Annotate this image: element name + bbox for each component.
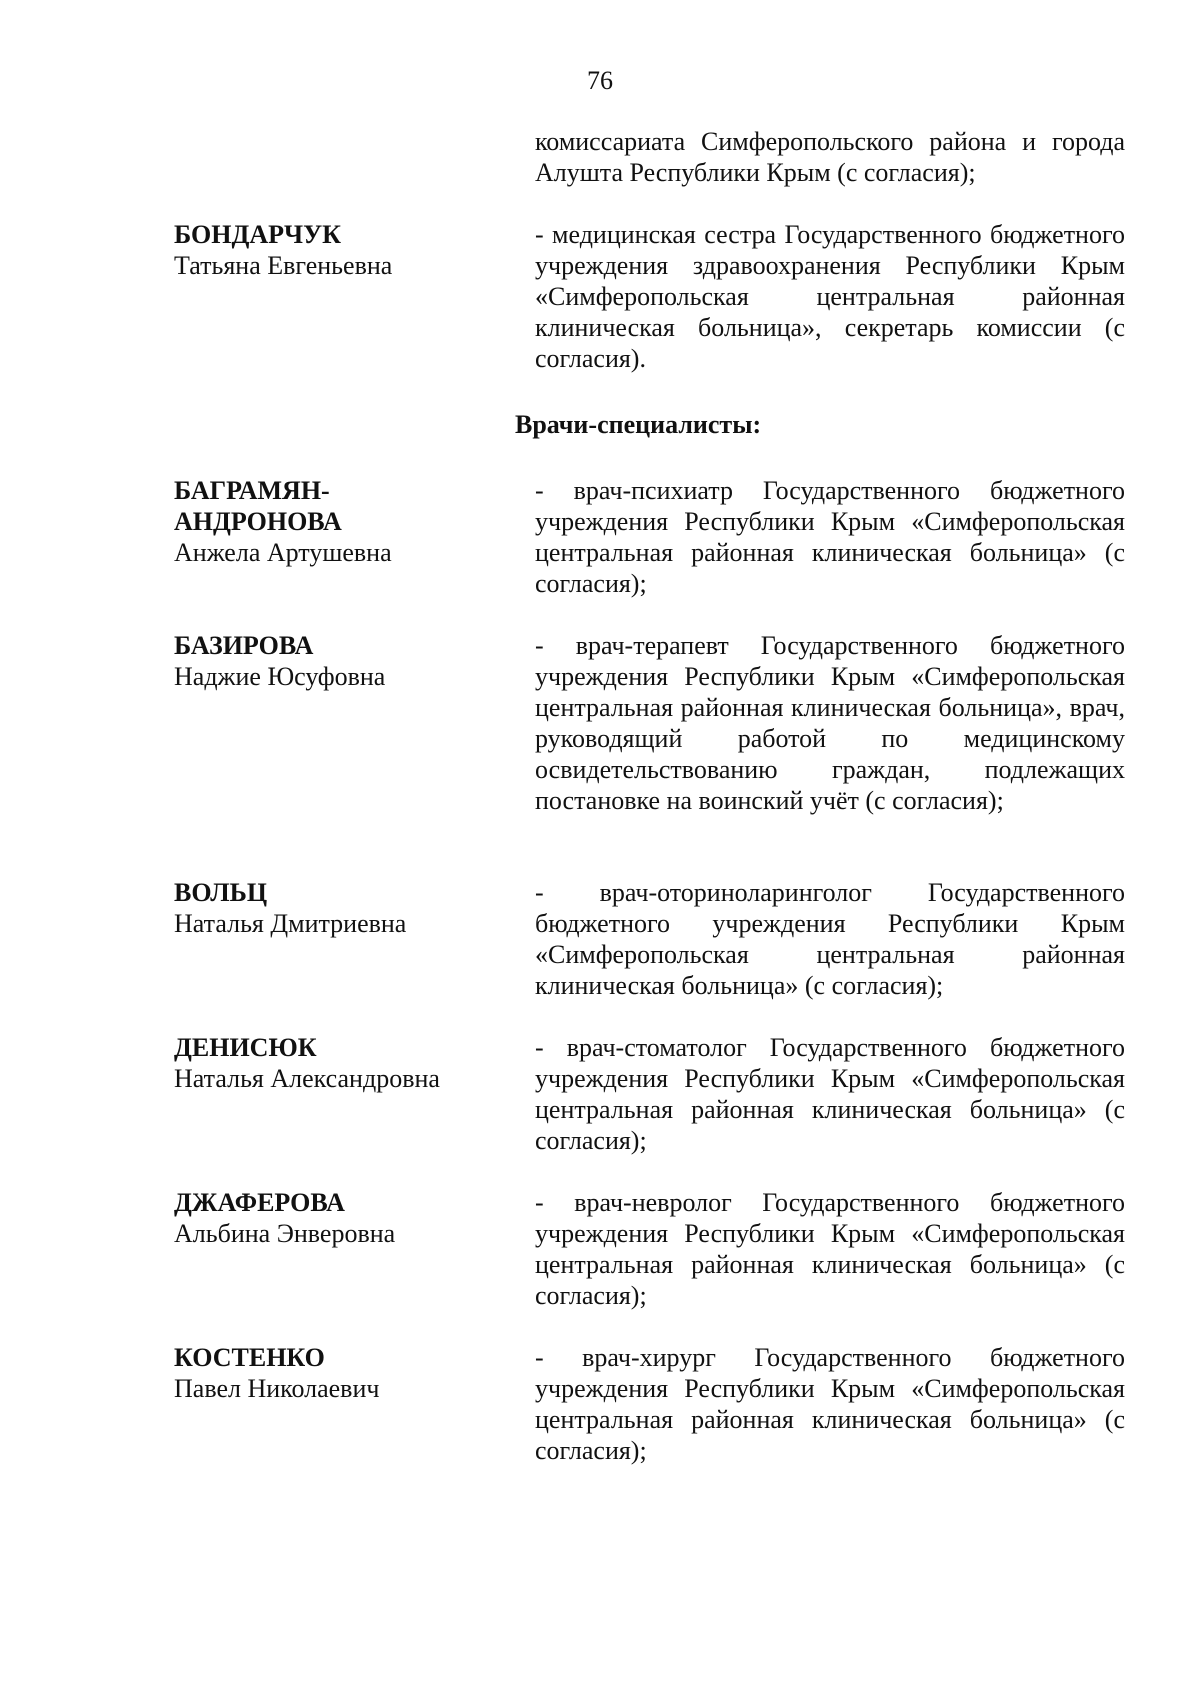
member-description: - врач-невролог Государственного бюджетного учреждения Республики Крым «Симферопольская центральная районная клиническая больница» (с согласия); bbox=[535, 1188, 1125, 1310]
member-given-name: Анжела Артушевна bbox=[174, 538, 392, 567]
member-given-name: Павел Николаевич bbox=[174, 1374, 380, 1403]
member-surname: БАЗИРОВА bbox=[174, 631, 314, 660]
intro-paragraph: комиссариата Симферопольского района и города Алушта Республики Крым (с согласия); bbox=[535, 127, 1125, 187]
member-name bbox=[174, 877, 504, 939]
member-name bbox=[174, 1342, 504, 1404]
member-description: - врач-хирург Государственного бюджетного учреждения Республики Крым «Симферопольская центральная районная клиническая больница» (с согласия); bbox=[535, 1343, 1125, 1465]
member-given-name: Наджие Юсуфовна bbox=[174, 662, 386, 691]
member-description: - врач-стоматолог Государственного бюджетного учреждения Республики Крым «Симферопольская центральная районная клиническая больница» (с согласия); bbox=[535, 1033, 1125, 1155]
page-number: 76 bbox=[587, 66, 613, 95]
section-heading: Врачи-специалисты: bbox=[515, 410, 762, 439]
member-given-name: Наталья Дмитриевна bbox=[174, 909, 407, 938]
member-surname: ДЕНИСЮК bbox=[174, 1033, 317, 1062]
member-given-name: Альбина Энверовна bbox=[174, 1219, 396, 1248]
member-name bbox=[174, 475, 504, 568]
member-surname: ВОЛЬЦ bbox=[174, 878, 268, 907]
member-description: - врач-психиатр Государственного бюджетного учреждения Республики Крым «Симферопольская центральная районная клиническая больница» (с согласия); bbox=[535, 476, 1125, 598]
member-description: - врач-терапевт Государственного бюджетного учреждения Республики Крым «Симферопольская центральная районная клиническая больница», врач, руководящий работой по медицинскому освидетельствованию граждан, подлежащих постановке на воинский учёт (с согласия); bbox=[535, 631, 1125, 815]
member-surname: КОСТЕНКО bbox=[174, 1343, 325, 1372]
member-surname: БАГРАМЯН- АНДРОНОВА bbox=[174, 476, 342, 536]
member-name bbox=[174, 630, 504, 692]
member-description: - врач-оториноларинголог Государственного бюджетного учреждения Республики Крым «Симферопольская центральная районная клиническая больница» (с согласия); bbox=[535, 878, 1125, 1000]
secretary-surname: БОНДАРЧУК bbox=[174, 220, 342, 249]
member-surname: ДЖАФЕРОВА bbox=[174, 1188, 345, 1217]
member-name bbox=[174, 1032, 504, 1094]
secretary-description: - медицинская сестра Государственного бюджетного учреждения здравоохранения Республики Крым «Симферопольская центральная районная клиническая больница», секретарь комиссии (с согласия). bbox=[535, 220, 1125, 373]
member-given-name: Наталья Александровна bbox=[174, 1064, 440, 1093]
secretary-name bbox=[174, 219, 504, 281]
secretary-given-name: Татьяна Евгеньевна bbox=[174, 251, 393, 280]
member-name bbox=[174, 1187, 504, 1249]
